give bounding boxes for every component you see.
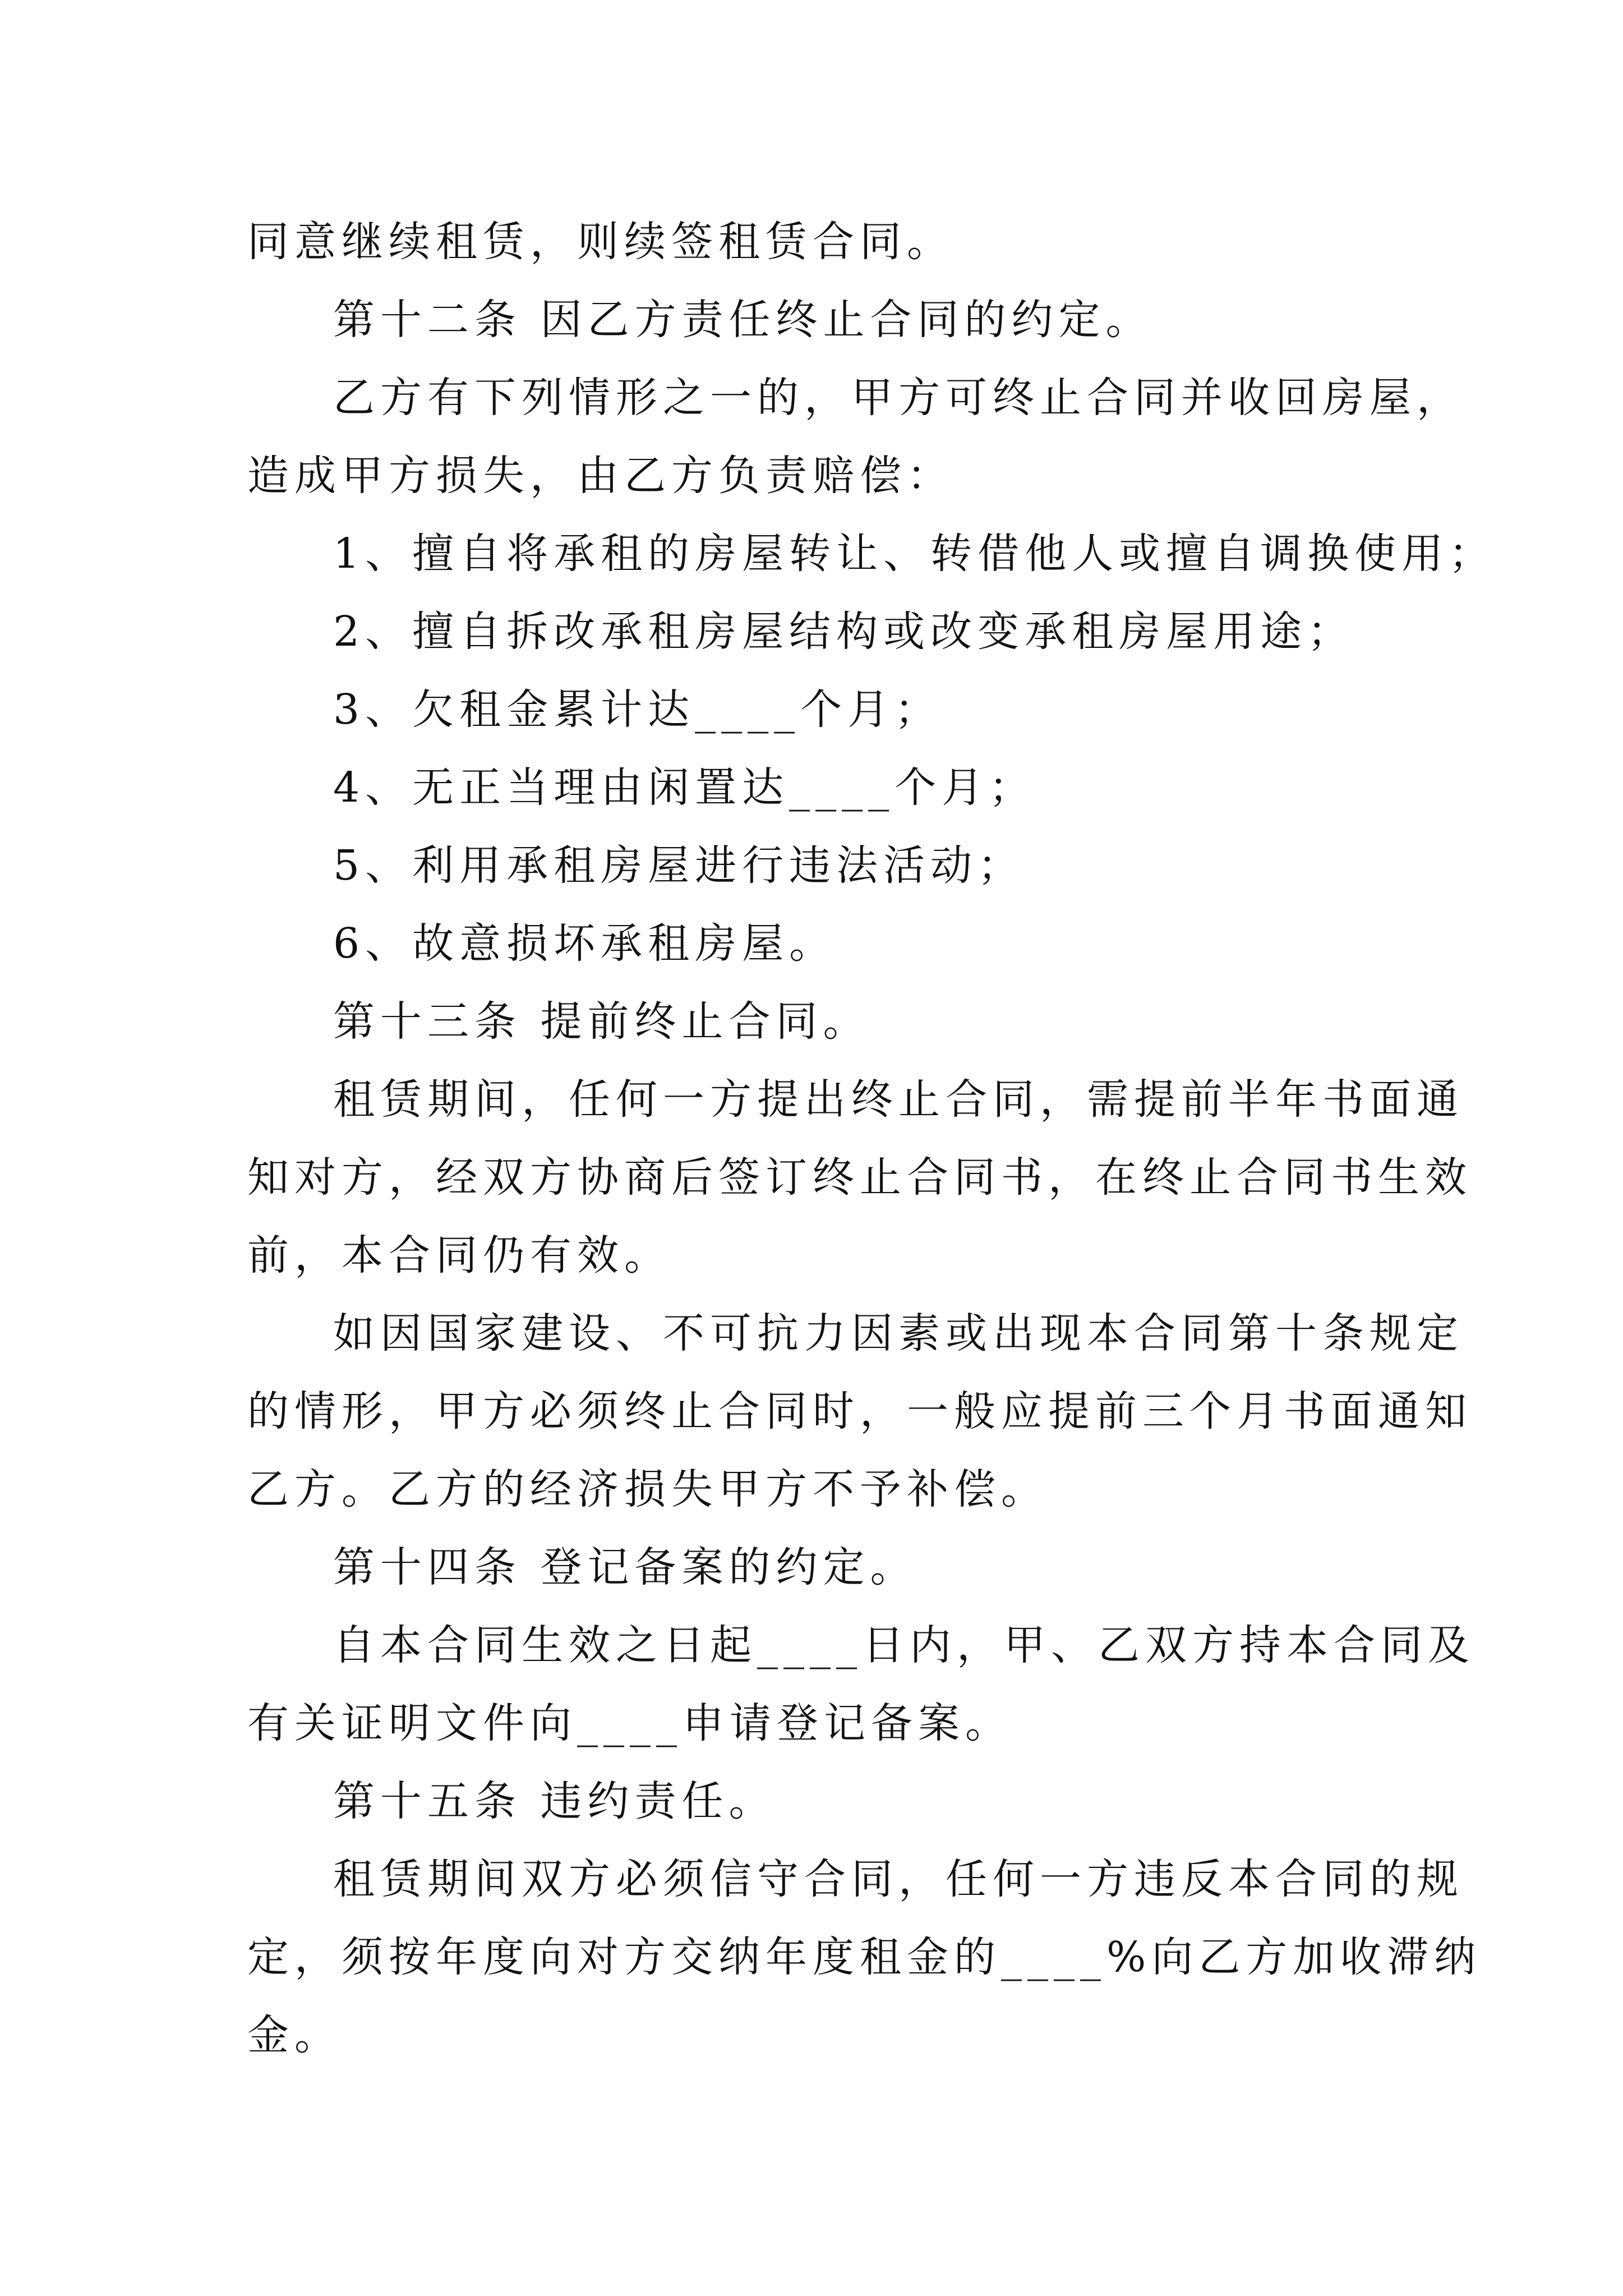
article-heading: 第十三条 提前终止合同。 — [333, 997, 870, 1046]
list-item: 6、故意损坏承租房屋。 — [333, 919, 837, 968]
text-line: 金。 — [247, 2011, 342, 2059]
text-line: 的情形，甲方必须终止合同时，一般应提前三个月书面通知 — [247, 1387, 1472, 1435]
list-item: 4、无正当理由闲置达____个月； — [333, 763, 1036, 812]
text-line: 有关证明文件向____申请登记备案。 — [247, 1699, 1012, 1747]
article-heading: 第十五条 违约责任。 — [333, 1777, 776, 1825]
text-line: 乙方。乙方的经济损失甲方不予补偿。 — [247, 1465, 1048, 1513]
list-item: 2、擅自拆改承租房屋结构或改变承租房屋用途； — [333, 608, 1355, 656]
text-line: 租赁期间，任何一方提出终止合同，需提前半年书面通 — [333, 1075, 1464, 1124]
text-line: 如因国家建设、不可抗力因素或出现本合同第十条规定 — [333, 1309, 1464, 1358]
text-line: 同意继续租赁，则续签租赁合同。 — [247, 218, 954, 266]
text-line: 自本合同生效之日起____日内，甲、乙双方持本合同及 — [333, 1621, 1475, 1669]
text-line: 知对方，经双方协商后签订终止合同书，在终止合同书生效 — [247, 1153, 1472, 1202]
article-heading: 第十二条 因乙方责任终止合同的约定。 — [333, 296, 1153, 344]
list-item: 3、欠租金累计达____个月； — [333, 685, 942, 734]
text-line: 造成甲方损失，由乙方负责赔偿： — [247, 452, 954, 500]
article-heading: 第十四条 登记备案的约定。 — [333, 1543, 917, 1591]
text-line: 乙方有下列情形之一的，甲方可终止合同并收回房屋， — [333, 374, 1464, 422]
text-line: 租赁期间双方必须信守合同，任何一方违反本合同的规 — [333, 1855, 1464, 1903]
list-item: 5、利用承租房屋进行违法活动； — [333, 841, 1025, 890]
text-line: 定，须按年度向对方交纳年度租金的____%向乙方加收滞纳 — [247, 1933, 1482, 1981]
text-line: 前，本合同仍有效。 — [247, 1231, 671, 1280]
list-item: 1、擅自将承租的房屋转让、转借他人或擅自调换使用； — [333, 530, 1496, 578]
